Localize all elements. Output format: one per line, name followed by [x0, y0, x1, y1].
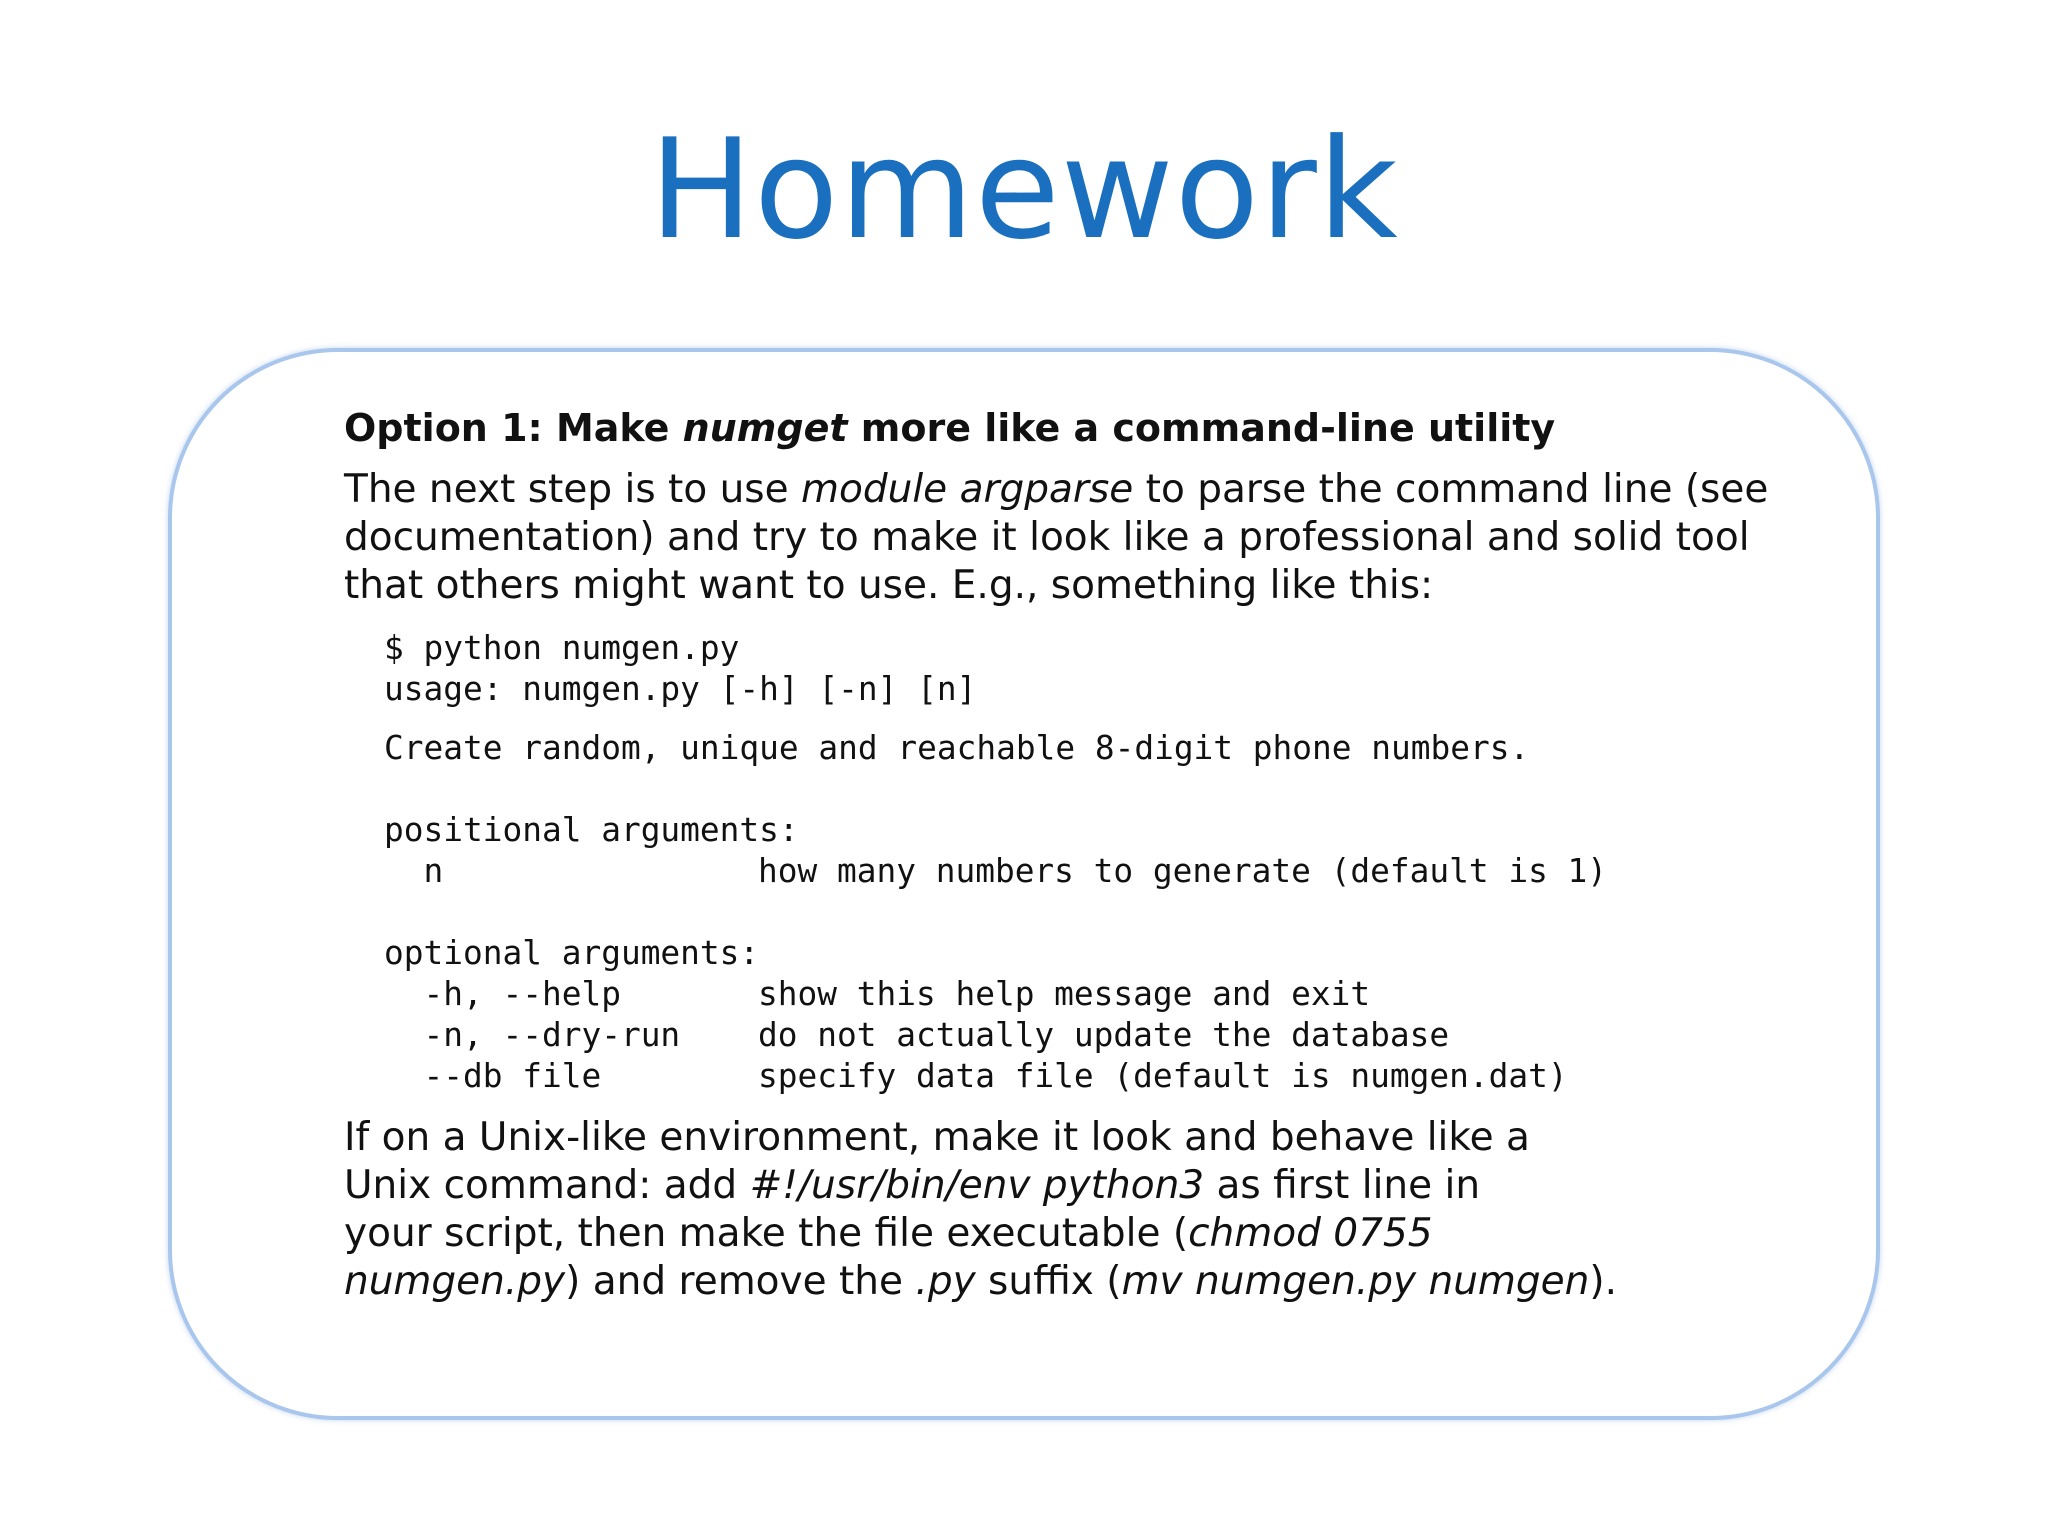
- terminal-optional-header: optional arguments:: [384, 934, 760, 972]
- unix-line-2-em: #!/usr/bin/env python3: [749, 1163, 1205, 1208]
- terminal-description: Create random, unique and reachable 8-digit phone numbers.: [384, 729, 1530, 767]
- optional-row-help: show this help message and exit: [758, 975, 1371, 1013]
- unix-line-3: [344, 1210, 1644, 1258]
- optional-row-help: specify data file (default is numgen.dat): [758, 1057, 1568, 1095]
- option-heading: [344, 400, 1555, 456]
- intro-line-3: that others might want to use. E.g., something like this:: [344, 563, 1434, 608]
- unix-line-4-b: suffix (: [975, 1259, 1122, 1304]
- intro-line-1-em: module argparse: [801, 467, 1134, 512]
- intro-line-1-b: to parse the command line (see: [1133, 467, 1769, 512]
- optional-row-flag: -n, --dry-run: [384, 1016, 681, 1054]
- unix-line-4-em3: mv numgen.py numgen: [1121, 1259, 1590, 1304]
- intro-line-1-a: The next step is to use: [344, 467, 802, 512]
- positional-row-help: how many numbers to generate (default is 1): [758, 852, 1608, 890]
- terminal-usage: usage: numgen.py [-h] [-n] [n]: [384, 670, 977, 708]
- option-heading-suffix: more like a command-line utility: [847, 406, 1556, 450]
- unix-line-3-em: chmod 0755: [1188, 1211, 1433, 1256]
- unix-line-2: [344, 1162, 1644, 1210]
- positional-row-flag: n: [384, 852, 444, 890]
- unix-line-2-a: Unix command: add: [344, 1163, 750, 1208]
- unix-paragraph: [344, 1114, 1644, 1306]
- optional-row-flag: --db file: [384, 1057, 602, 1095]
- option-heading-prefix: Option 1: Make: [344, 406, 683, 450]
- intro-line-1: [344, 466, 1769, 514]
- unix-line-4-em1: numgen.py: [344, 1259, 566, 1304]
- unix-line-4: [344, 1258, 1644, 1306]
- option-heading-emphasis: numget: [682, 406, 848, 450]
- terminal-positional-header: positional arguments:: [384, 811, 799, 849]
- unix-line-2-b: as first line in: [1204, 1163, 1481, 1208]
- terminal-command: $ python numgen.py: [384, 629, 740, 667]
- slide-title: Homework: [649, 109, 1399, 270]
- intro-line-2: documentation) and try to make it look like a professional and solid tool: [344, 515, 1750, 560]
- unix-line-4-a: ) and remove the: [565, 1259, 916, 1304]
- unix-line-1: If on a Unix-like environment, make it look and behave like a: [344, 1115, 1530, 1160]
- intro-paragraph: [344, 466, 1769, 610]
- optional-row-help: do not actually update the database: [758, 1016, 1450, 1054]
- unix-line-3-a: your script, then make the file executable (: [344, 1211, 1189, 1256]
- unix-line-4-c: ).: [1589, 1259, 1618, 1304]
- unix-line-4-em2: .py: [915, 1259, 976, 1304]
- optional-row-flag: -h, --help: [384, 975, 621, 1013]
